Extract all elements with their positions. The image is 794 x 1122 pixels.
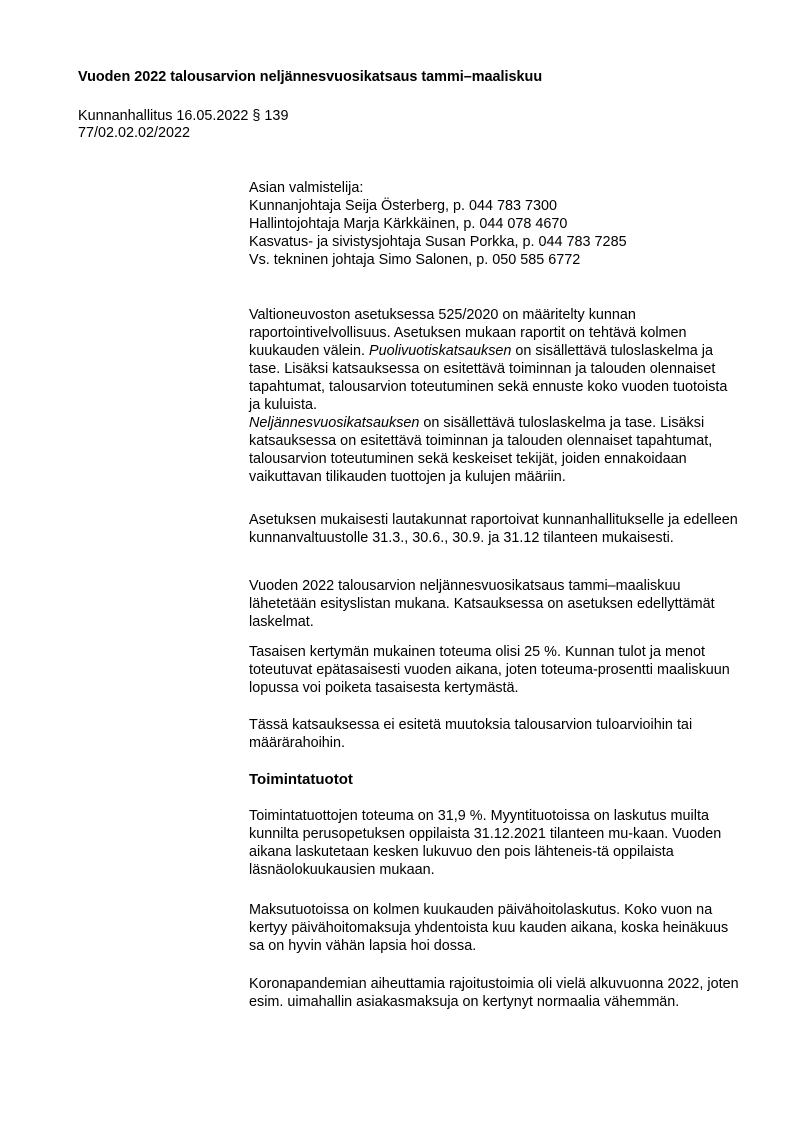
paragraph-text: Asetuksen mukaisesti lautakunnat raportoivat kunnanhallitukselle ja edelleen kunnanvaltuustolle 31.3., 30.6., 30.9. ja 31.12 tilanteen mukaisesti. <box>249 512 738 546</box>
paragraph-text: Valtioneuvoston asetuksessa 525/2020 on määritelty kunnan raportointivelvollisuus. Asetuksen mukaan raportit on tehtävä kolmen kuukauden välein. <box>249 307 687 359</box>
paragraph-attachment <box>249 577 739 631</box>
record-id: 77/02.02.02/2022 <box>78 125 191 141</box>
paragraph-committees <box>249 511 739 547</box>
paragraph-text: Toimintatuottojen toteuma on 31,9 %. Myyntituotoissa on laskutus muilta kunnilta perusopetuksen oppilaista 31.12.2021 tilanteen mu-kaan. Vuoden aikana laskutetaan kesken lukuvuo den pois lähteneis-tä oppilaista läsnäolokuukausien mukaan. <box>249 808 722 878</box>
section-heading: Toimintatuotot <box>249 771 353 788</box>
preparers-block <box>249 179 739 269</box>
paragraph-regulation <box>249 306 739 486</box>
preparer-line: Kunnanjohtaja Seija Österberg, p. 044 783 7300 <box>249 198 558 214</box>
term-half-year-report: Puolivuotiskatsauksen <box>369 343 512 359</box>
paragraph-text: on sisällettävä tuloslaskelma ja tase. Lisäksi katsauksessa on esitettävä toiminnan ja talouden olennaiset tapahtumat, talousarvion toteutuminen sekä keskeiset tekijät, joiden ennakoidaan vaikuttavan tilikauden tuottojen ja kulujen määriin. <box>249 415 713 485</box>
preparer-line: Vs. tekninen johtaja Simo Salonen, p. 050 585 6772 <box>249 252 581 268</box>
meeting-info <box>78 108 288 142</box>
paragraph-text: Koronapandemian aiheuttamia rajoitustoimia oli vielä alkuvuonna 2022, joten esim. uimahallin asiakasmaksuja on kertynyt normaalia vähemmän. <box>249 976 739 1010</box>
paragraph-text: Tässä katsauksessa ei esitetä muutoksia talousarvion tuloarvioihin tai määrärahoihin. <box>249 717 693 751</box>
preparers-label: Asian valmistelija: <box>249 180 364 196</box>
paragraph-pandemic <box>249 975 739 1011</box>
paragraph-fees <box>249 901 739 955</box>
paragraph-no-changes <box>249 716 739 752</box>
preparer-line: Hallintojohtaja Marja Kärkkäinen, p. 044 078 4670 <box>249 216 568 232</box>
preparer-line: Kasvatus- ja sivistysjohtaja Susan Porkka, p. 044 783 7285 <box>249 234 627 250</box>
paragraph-text: on sisällettävä tuloslaskelma ja tase. Lisäksi katsauksessa on esitettävä toiminnan ja talouden olennaiset tapahtumat, talousarvion toteutuminen sekä ennuste koko vuoden tuotoista ja kuluista. <box>249 343 728 413</box>
paragraph-text: Tasaisen kertymän mukainen toteuma olisi 25 %. Kunnan tulot ja menot toteutuvat epätasaisesti vuoden aikana, joten toteuma-prosentti maaliskuun lopussa voi poiketa tasaisesta kertymästä. <box>249 644 730 696</box>
document-title: Vuoden 2022 talousarvion neljännesvuosikatsaus tammi–maaliskuu <box>78 69 543 85</box>
paragraph-text: Maksutuotoissa on kolmen kuukauden päivähoitolaskutus. Koko vuon na kertyy päivähoitomaksuja yhdentoista kuu kauden aikana, koska heinäkuus sa on hyvin vähän lapsia hoi dossa. <box>249 902 729 954</box>
meeting-reference: Kunnanhallitus 16.05.2022 § 139 <box>78 108 289 124</box>
paragraph-text: Vuoden 2022 talousarvion neljännesvuosikatsaus tammi–maaliskuu lähetetään esityslistan mukana. Katsauksessa on asetuksen edellyttämät laskelmat. <box>249 578 715 630</box>
paragraph-operating-income <box>249 807 739 879</box>
paragraph-accrual <box>249 643 739 697</box>
term-quarterly-report: Neljännesvuosikatsauksen <box>249 415 420 431</box>
